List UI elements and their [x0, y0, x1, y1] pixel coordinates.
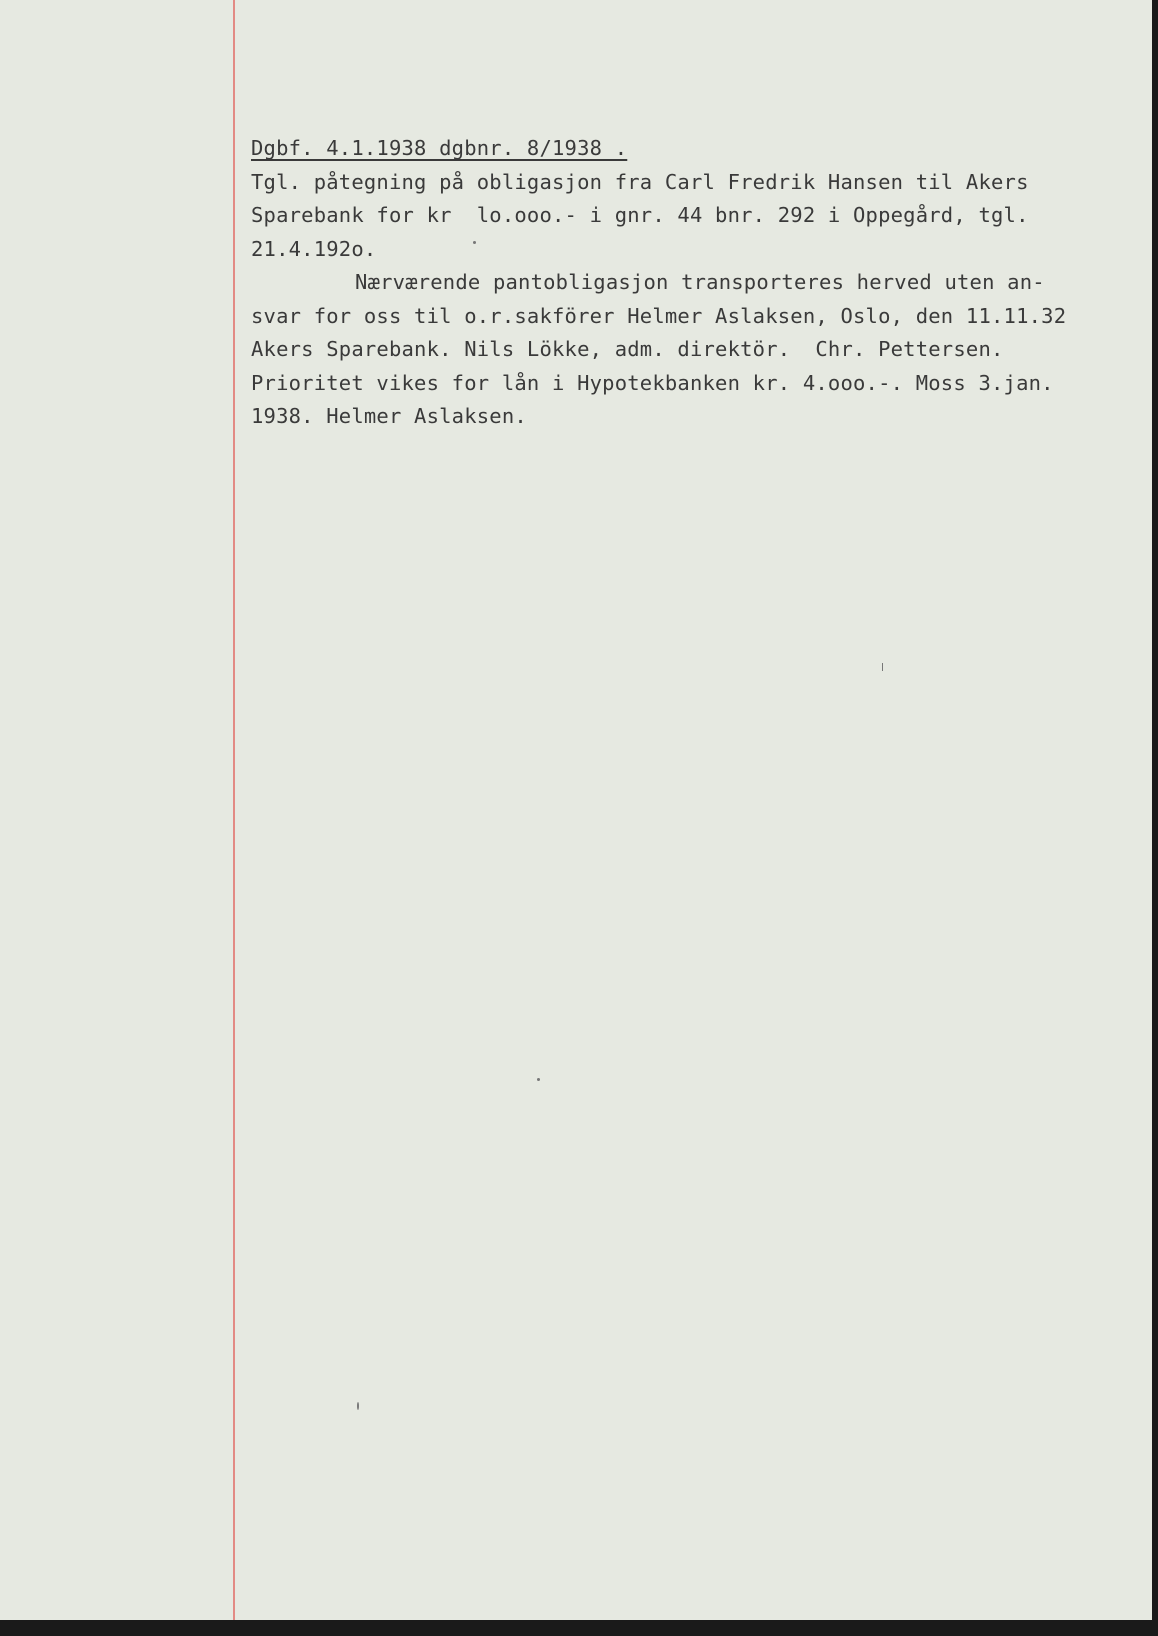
text-line: svar for oss til o.r.sakförer Helmer Aslaksen, Oslo, den 11.11.32 [251, 303, 1067, 328]
text-line: Prioritet vikes for lån i Hypotekbanken kr. 4.ooo.-. Moss 3.jan. [251, 370, 1054, 395]
entry-heading: Dgbf. 4.1.1938 dgbnr. 8/1938 . [251, 136, 628, 160]
red-margin-line [233, 0, 235, 1620]
deed-entry [251, 132, 1111, 434]
text-line: Sparebank for kr lo.ooo.- i gnr. 44 bnr. 292 i Oppegård, tgl. [251, 203, 1029, 227]
text-line: 1938. Helmer Aslaksen. [251, 404, 527, 428]
ink-speck [473, 241, 476, 244]
text-line-indented: Nærværende pantobligasjon transporteres herved uten an- [355, 270, 1045, 294]
text-line: Akers Sparebank. Nils Lökke, adm. direktör. Chr. Pettersen. [251, 337, 1004, 361]
text-line: 21.4.192o. [251, 236, 377, 261]
ink-speck [537, 1078, 540, 1081]
ink-speck [882, 663, 883, 671]
ink-speck [357, 1402, 359, 1410]
text-line: Tgl. påtegning på obligasjon fra Carl Fredrik Hansen til Akers [251, 169, 1029, 194]
